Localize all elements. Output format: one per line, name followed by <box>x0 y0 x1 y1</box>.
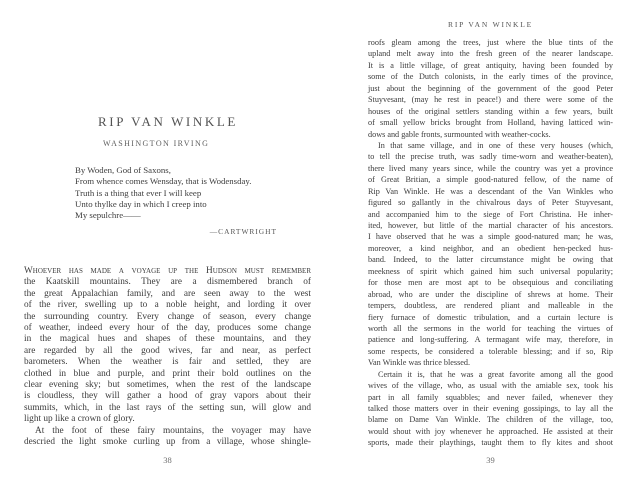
left-page-body <box>24 266 311 449</box>
body-line: dows and gable fronts, surmounted with weather-cocks. <box>368 129 551 139</box>
body-line: clear evening sky; but sometimes, when the rest of the landscape <box>24 380 311 391</box>
body-line: fiery furnace of domestic tribulation, and a curtain lecture is <box>368 312 613 322</box>
body-line: of small yellow bricks brought from Holland, having latticed win- <box>368 118 613 128</box>
body-line: the great Appalachian family, and are seen away to the west <box>24 288 311 299</box>
body-line: is cloudless, they will gather a hood of gray vapors about their <box>24 391 311 402</box>
body-line: Stuyvesant, (may he rest in peace!) and there were some of the <box>368 95 613 105</box>
body-line: the surrounding country. Every change of season, every change <box>24 311 311 322</box>
body-line: some respects, be considered a tolerable blessing; and if so, Rip <box>368 346 613 356</box>
body-line: talked those matters over in their evening gossipings, to lay all the <box>368 404 613 413</box>
body-line: abroad, who are under the discipline of shrews at home. Their <box>368 289 613 299</box>
epigraph <box>75 165 277 238</box>
body-line: I have observed that he was a simple good-natured man; he was, <box>368 232 613 242</box>
body-line: and accompanied him to the siege of Fort Christina. He inher- <box>368 209 613 219</box>
body-line: some of the Dutch colonists, in the early times of the province, <box>368 72 613 82</box>
body-line: for those men are most apt to be obsequious and conciliating <box>368 278 613 288</box>
body-line: Certain it is, that he was a great favorite among all the good <box>378 369 613 379</box>
body-line: Whoever has made a voyage up the Hudson must remember <box>24 266 311 276</box>
body-line: summits, which, in the last rays of the setting sun, will glow and <box>24 402 311 413</box>
body-line: of the river, swelling up to a noble height, and lording it over <box>24 300 311 311</box>
chapter-title: RIP VAN WINKLE <box>98 114 238 129</box>
epigraph-line: Unto thylke day in which I creep into <box>75 198 207 209</box>
page-number-right: 39 <box>486 455 495 465</box>
body-line: blame on Dame Van Winkle. The children of the village, too, <box>368 415 613 425</box>
body-line: part in all family squabbles; and never failed, whenever they <box>368 392 613 402</box>
body-line: meekness of spirit which gained him such universal popularity; <box>368 266 613 276</box>
left-page <box>24 0 311 487</box>
body-line: barometers. When the weather is fair and settled, they are <box>24 357 311 368</box>
body-line: the Kaatskill mountains. They are a dismembered branch of <box>24 277 311 288</box>
body-line: figured so gallantly in the chivalrous days of Peter Stuyvesant, <box>368 198 613 208</box>
page-number-left: 38 <box>163 455 172 465</box>
body-line: worth all the sermons in the world for teaching the virtues of <box>368 323 613 333</box>
body-line: sports, made their playthings, taught them to fly kites and shoot <box>368 438 613 448</box>
body-line: Van Winkle was thrice blessed. <box>368 358 471 368</box>
body-line: Rip Van Winkle. He was a descendant of the Van Winkles who <box>368 186 613 196</box>
running-head: RIP VAN WINKLE <box>448 20 533 29</box>
body-line: ited, however, but little of the martial character of his ancestors. <box>368 221 613 230</box>
body-line: clothed in blue and purple, and print their bold outlines on the <box>24 368 311 379</box>
body-line: of Great Britian, a simple good-natured fellow, of the name of <box>368 175 613 185</box>
epigraph-line: Truth is a thing that ever I will keep <box>75 187 202 198</box>
right-page <box>368 0 613 487</box>
body-line: to tell the precise truth, was sadly time-worn and weather-beaten), <box>368 152 613 162</box>
body-line: band. Indeed, to the latter circumstance might be owing that <box>368 255 613 265</box>
body-line: roofs gleam among the trees, just where the blue tints of the <box>368 38 613 47</box>
epigraph-line: From whence comes Wensday, that is Wodensday. <box>75 176 252 187</box>
epigraph-attribution: —CARTWRIGHT <box>209 227 277 237</box>
body-line: just about the beginning of the government of the good Peter <box>368 83 613 93</box>
body-line: are regarded by all the good wives, far and near, as perfect <box>24 345 311 356</box>
epigraph-line: By Woden, God of Saxons, <box>75 165 171 175</box>
right-page-body <box>368 37 613 449</box>
body-line: in the magical hues and shapes of these mountains, and they <box>24 334 311 345</box>
body-line: there lived many years since, while the country was yet a province <box>368 163 613 173</box>
body-line: houses of the original settlers standing within a few years, built <box>368 106 613 116</box>
body-line: upland melt away into the fresh green of the nearer landscape. <box>368 49 613 59</box>
body-line: of weather, indeed every hour of the day, produces some change <box>24 323 311 334</box>
body-line: It is a little village, of great antiquity, having been founded by <box>368 60 613 70</box>
body-line: moreover, a kind neighbor, and an obedient hen-pecked hus- <box>368 243 613 253</box>
epigraph-line: My sepulchre—— <box>75 210 141 221</box>
chapter-author: WASHINGTON IRVING <box>103 139 210 148</box>
body-line: light up like a crown of glory. <box>24 414 135 425</box>
body-line: descried the light smoke curling up from a village, whose shingle- <box>24 437 311 448</box>
body-line: wives of the village, who, as usual with the amiable sex, took his <box>368 381 613 391</box>
body-line: At the foot of these fairy mountains, the voyager may have <box>35 425 311 436</box>
body-line: In that same village, and in one of these very houses (which, <box>378 140 613 150</box>
body-line: patience and long-suffering. A termagant wife may, therefore, in <box>368 335 613 345</box>
body-line: tempers, doubtless, are rendered pliant and malleable in the <box>368 301 613 311</box>
body-line: would shout with joy whenever he approached. He assisted at their <box>368 426 613 436</box>
